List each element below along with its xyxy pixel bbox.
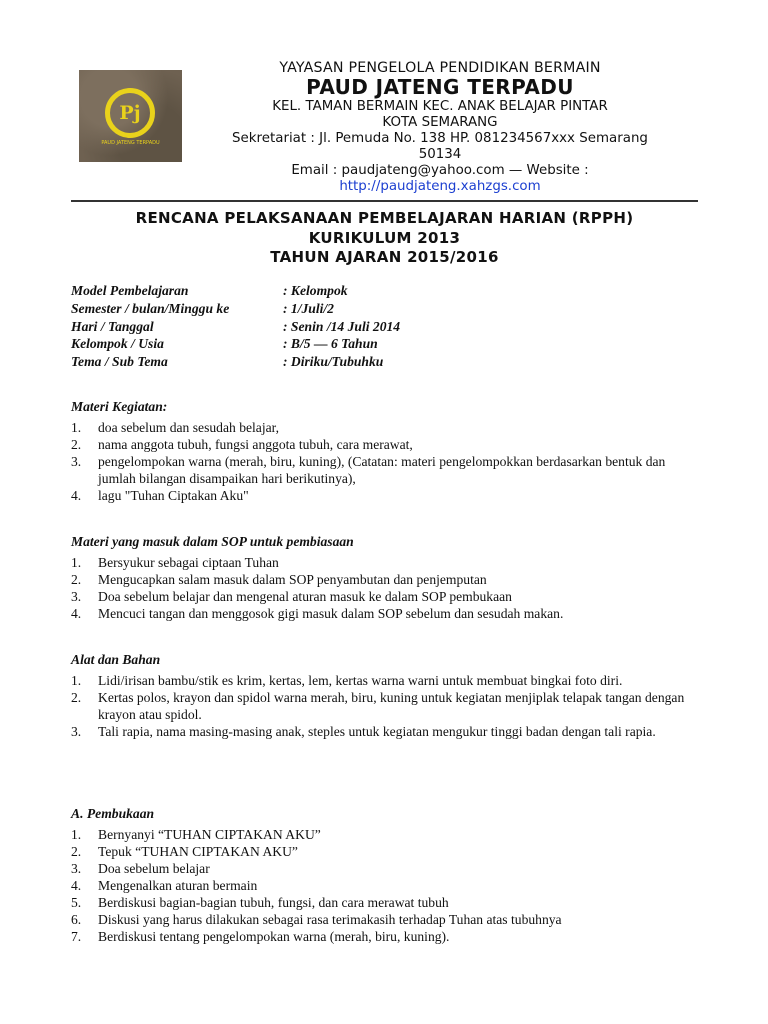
item-text: Tepuk “TUHAN CIPTAKAN AKU” bbox=[98, 844, 298, 859]
organization-name: YAYASAN PENGELOLA PENDIDIKAN BERMAIN bbox=[279, 60, 601, 76]
logo-subtext: PAUD JATENG TERPADU bbox=[101, 140, 160, 146]
item-text: Mengenalkan aturan bermain bbox=[98, 878, 258, 893]
item-number: 2. bbox=[71, 844, 82, 859]
section-materi-kegiatan bbox=[71, 398, 698, 504]
item-number: 5. bbox=[71, 895, 82, 910]
school-logo bbox=[79, 70, 182, 162]
item-text: pengelompokan warna (merah, biru, kuning), (Catatan: materi pengelompokkan berdasarkan bentuk dan jumlah bilangan disampaikan hari berikutinya), bbox=[98, 454, 666, 486]
item-number: 6. bbox=[71, 912, 82, 927]
info-value: : B/5 — 6 Tahun bbox=[283, 336, 378, 352]
list-item bbox=[71, 928, 698, 945]
title-line-1: RENCANA PELAKSANAAN PEMBELAJARAN HARIAN (RPPH) bbox=[135, 209, 634, 227]
info-row bbox=[71, 353, 400, 371]
secretariat-line-2: 50134 bbox=[418, 147, 462, 162]
item-number: 4. bbox=[71, 606, 82, 621]
item-number: 1. bbox=[71, 827, 82, 842]
item-text: Doa sebelum belajar bbox=[98, 861, 210, 876]
info-label: Hari / Tanggal bbox=[71, 318, 154, 334]
item-number: 2. bbox=[71, 437, 82, 452]
info-value: : 1/Juli/2 bbox=[283, 300, 334, 316]
item-number: 3. bbox=[71, 454, 82, 469]
info-value: : Senin /14 Juli 2014 bbox=[283, 318, 401, 334]
section-heading: Alat dan Bahan bbox=[71, 652, 161, 667]
list-item bbox=[71, 487, 698, 504]
item-number: 2. bbox=[71, 572, 82, 587]
item-text: doa sebelum dan sesudah belajar, bbox=[98, 420, 280, 435]
list-item bbox=[71, 436, 698, 453]
section-heading: Materi Kegiatan: bbox=[71, 399, 168, 414]
info-row bbox=[71, 300, 400, 318]
item-number: 1. bbox=[71, 420, 82, 435]
list-item bbox=[71, 860, 698, 877]
info-label: Tema / Sub Tema bbox=[71, 354, 168, 370]
info-row bbox=[71, 318, 400, 336]
section-heading: A. Pembukaan bbox=[71, 806, 155, 821]
item-text: Bersyukur sebagai ciptaan Tuhan bbox=[98, 555, 279, 570]
info-label: Semester / bulan/Minggu ke bbox=[71, 300, 230, 316]
logo-mark: Pj bbox=[105, 88, 155, 138]
list-item bbox=[71, 571, 698, 588]
list-item bbox=[71, 689, 698, 723]
address-line-1: KEL. TAMAN BERMAIN KEC. ANAK BELAJAR PINTAR bbox=[272, 99, 608, 114]
item-text: Mencuci tangan dan menggosok gigi masuk dalam SOP sebelum dan sesudah makan. bbox=[98, 606, 564, 621]
item-number: 4. bbox=[71, 878, 82, 893]
list-item bbox=[71, 672, 698, 689]
letterhead bbox=[200, 60, 680, 195]
school-name: PAUD JATENG TERPADU bbox=[306, 75, 574, 99]
list-item bbox=[71, 826, 698, 843]
document-title bbox=[71, 209, 698, 268]
section-alat-bahan bbox=[71, 651, 698, 740]
item-number: 3. bbox=[71, 724, 82, 739]
list-item bbox=[71, 894, 698, 911]
item-text: Kertas polos, krayon dan spidol warna merah, biru, kuning untuk kegiatan menjiplak telapak tangan dengan krayon atau spidol. bbox=[98, 690, 685, 722]
alat-bahan-list bbox=[71, 672, 698, 740]
item-text: Doa sebelum belajar dan mengenal aturan masuk ke dalam SOP pembukaan bbox=[98, 589, 512, 604]
materi-kegiatan-list bbox=[71, 419, 698, 504]
list-item bbox=[71, 843, 698, 860]
secretariat-line-1: Sekretariat : Jl. Pemuda No. 138 HP. 081234567xxx Semarang bbox=[232, 131, 648, 146]
item-number: 3. bbox=[71, 589, 82, 604]
item-text: Lidi/irisan bambu/stik es krim, kertas, lem, kertas warna warni untuk membuat bingkai foto diri. bbox=[98, 673, 623, 688]
list-item bbox=[71, 911, 698, 928]
item-text: Bernyanyi “TUHAN CIPTAKAN AKU” bbox=[98, 827, 321, 842]
list-item bbox=[71, 453, 698, 487]
item-number: 2. bbox=[71, 690, 82, 705]
item-text: lagu "Tuhan Ciptakan Aku" bbox=[98, 488, 249, 503]
title-line-2: KURIKULUM 2013 bbox=[308, 228, 461, 247]
contact-line: Email : paudjateng@yahoo.com — Website : bbox=[291, 163, 589, 178]
info-label: Kelompok / Usia bbox=[71, 336, 164, 352]
item-number: 4. bbox=[71, 488, 82, 503]
list-item bbox=[71, 419, 698, 436]
list-item bbox=[71, 605, 698, 622]
info-table bbox=[71, 282, 400, 371]
section-heading: Materi yang masuk dalam SOP untuk pembiasaan bbox=[71, 534, 354, 549]
website-link[interactable]: http://paudjateng.xahzgs.com bbox=[339, 179, 541, 194]
letterhead-divider bbox=[71, 200, 698, 202]
list-item bbox=[71, 723, 698, 740]
list-item bbox=[71, 588, 698, 605]
item-text: Tali rapia, nama masing-masing anak, steples untuk kegiatan mengukur tinggi badan dengan tali rapia. bbox=[98, 724, 656, 739]
info-row bbox=[71, 335, 400, 353]
info-label: Model Pembelajaran bbox=[71, 283, 189, 298]
pembukaan-list bbox=[71, 826, 698, 945]
item-text: Mengucapkan salam masuk dalam SOP penyambutan dan penjemputan bbox=[98, 572, 487, 587]
item-text: Berdiskusi tentang pengelompokan warna (merah, biru, kuning). bbox=[98, 929, 450, 944]
item-text: nama anggota tubuh, fungsi anggota tubuh, cara merawat, bbox=[98, 437, 413, 452]
info-value: : Kelompok bbox=[283, 283, 348, 298]
item-number: 3. bbox=[71, 861, 82, 876]
item-number: 1. bbox=[71, 673, 82, 688]
item-number: 7. bbox=[71, 929, 82, 944]
item-text: Diskusi yang harus dilakukan sebagai rasa terimakasih terhadap Tuhan atas tubuhnya bbox=[98, 912, 562, 927]
item-number: 1. bbox=[71, 555, 82, 570]
info-value: : Diriku/Tubuhku bbox=[283, 354, 384, 370]
materi-sop-list bbox=[71, 554, 698, 622]
section-materi-sop bbox=[71, 533, 698, 622]
list-item bbox=[71, 877, 698, 894]
info-row bbox=[71, 282, 400, 300]
section-pembukaan bbox=[71, 805, 698, 945]
address-line-2: KOTA SEMARANG bbox=[382, 115, 498, 130]
item-text: Berdiskusi bagian-bagian tubuh, fungsi, dan cara merawat tubuh bbox=[98, 895, 449, 910]
title-line-3: TAHUN AJARAN 2015/2016 bbox=[270, 248, 499, 266]
list-item bbox=[71, 554, 698, 571]
